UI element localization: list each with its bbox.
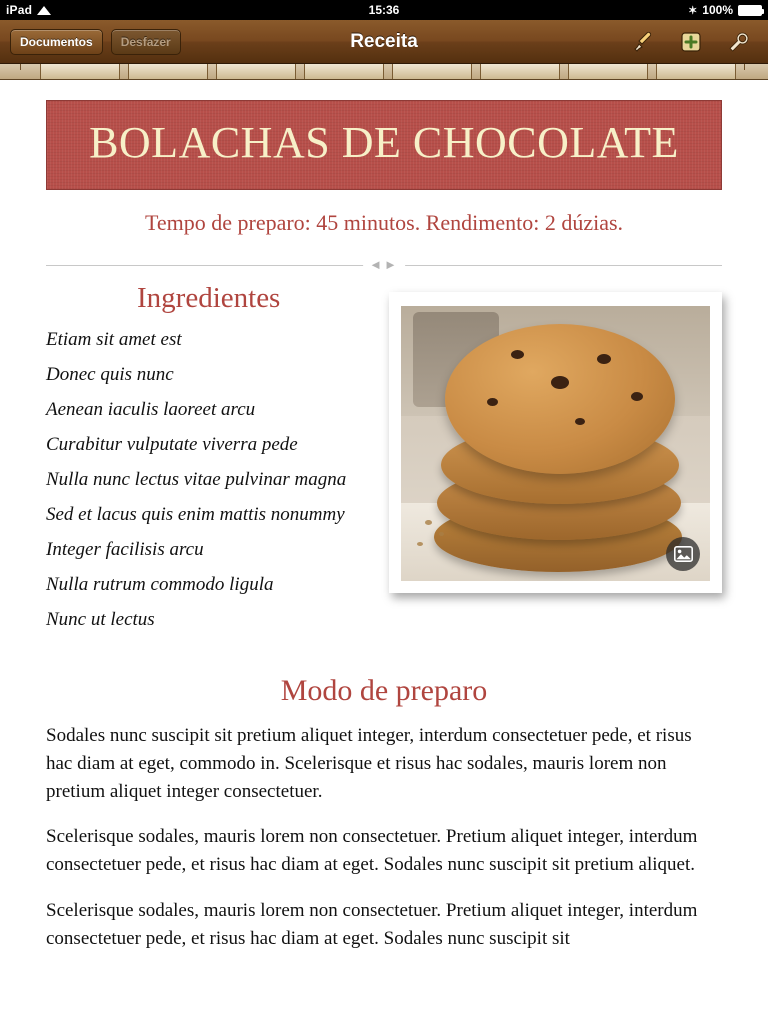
documents-button[interactable]: Documentos — [10, 29, 103, 55]
ingredients-list[interactable] — [46, 329, 371, 631]
bluetooth-icon: ✶ — [688, 4, 698, 17]
wrench-icon[interactable] — [726, 29, 752, 55]
battery-percent-label: 100% — [702, 3, 733, 17]
list-item: Nulla rutrum commodo ligula — [46, 574, 274, 595]
image-placeholder-icon[interactable] — [666, 537, 700, 571]
cookie-stack-photo[interactable] — [389, 292, 722, 593]
ruler[interactable] — [0, 64, 768, 80]
section-divider — [46, 258, 722, 272]
list-item: Donec quis nunc — [46, 364, 174, 385]
status-bar-clock: 15:36 — [368, 3, 400, 17]
list-item: Integer facilisis arcu — [46, 539, 204, 560]
photo-image — [401, 306, 710, 581]
list-item: Sed et lacus quis enim mattis nonummy — [46, 504, 345, 525]
list-item: Aenean iaculis laoreet arcu — [46, 399, 256, 420]
paintbrush-icon[interactable] — [630, 29, 656, 55]
divider-ornament-icon: ◄► — [363, 258, 405, 272]
recipe-title: BOLACHAS DE CHOCOLATE — [89, 118, 679, 167]
toolbar-actions — [630, 29, 758, 55]
ingredients-heading: Ingredientes — [137, 282, 281, 314]
battery-icon — [738, 5, 762, 16]
prep-paragraph: Scelerisque sodales, mauris lorem non consectetuer. Pretium aliquet integer, interdum consectetuer pede, et risus hac diam at eget. Sodales nunc suscipit sit pretium aliquet. — [46, 826, 698, 876]
prep-heading: Modo de preparo — [280, 674, 488, 707]
prep-paragraph: Scelerisque sodales, mauris lorem non consectetuer. Pretium aliquet integer, interdum consectetuer pede, et risus hac diam at eget. Sodales nunc suscipit sit — [46, 899, 698, 949]
list-item: Nulla nunc lectus vitae pulvinar magna — [46, 469, 347, 490]
status-bar — [0, 0, 768, 20]
document-canvas[interactable] — [0, 80, 768, 1024]
carrier-label: iPad — [6, 3, 33, 17]
app-toolbar — [0, 20, 768, 64]
prep-paragraph: Sodales nunc suscipit sit pretium aliquet integer, interdum consectetuer pede, et risus hac diam at eget, commodo in. Scelerisque et risus hac sodales, mauris lorem non pretium aliquet integer consectetuer. — [46, 725, 692, 803]
list-item: Etiam sit amet est — [46, 329, 182, 350]
undo-button[interactable]: Desfazer — [111, 29, 181, 55]
recipe-title-band[interactable] — [46, 100, 722, 190]
list-item: Curabitur vulputate viverra pede — [46, 434, 298, 455]
document-title: Receita — [350, 30, 418, 52]
insert-plus-icon[interactable] — [678, 29, 704, 55]
recipe-subtitle: Tempo de preparo: 45 minutos. Rendimento: 2 dúzias. — [144, 210, 624, 235]
ingredients-column — [46, 282, 371, 644]
main-content — [46, 282, 722, 644]
list-item: Nunc ut lectus — [46, 609, 155, 630]
